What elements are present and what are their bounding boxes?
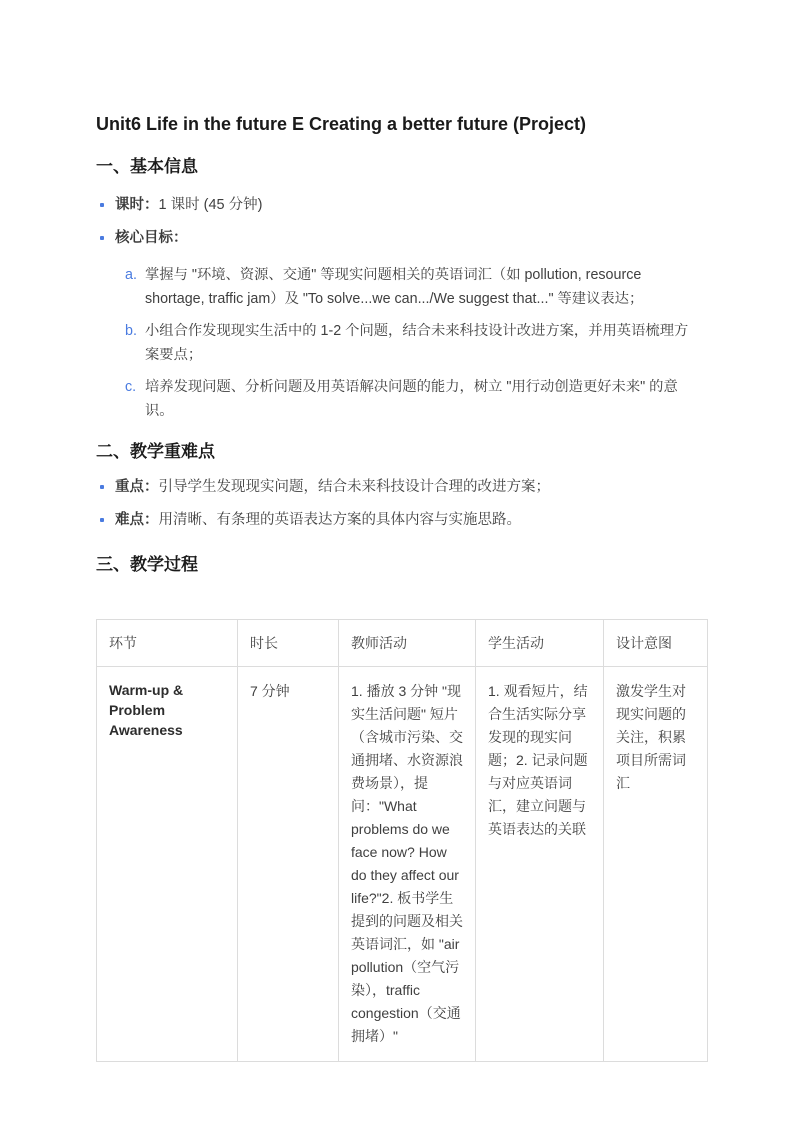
key-focus-label: 重点： bbox=[115, 479, 159, 495]
bullet-icon bbox=[100, 236, 104, 240]
list-item-duration bbox=[96, 197, 698, 213]
bullet-icon bbox=[100, 485, 104, 489]
goal-marker-a: a. bbox=[125, 267, 137, 283]
goal-item-c bbox=[125, 375, 698, 423]
goals-list bbox=[96, 263, 698, 423]
goal-text-a: 掌握与 "环境、资源、交通" 等现实问题相关的英语词汇（如 pollution, resource shortage, traffic jam）及 "To solve...we can.../We suggest that..." 等建议表达； bbox=[145, 267, 644, 307]
duration-label: 课时： bbox=[115, 197, 159, 213]
section-heading-basic-info: 一、基本信息 bbox=[96, 157, 198, 176]
cell-stage: Warm-up & Problem Awareness bbox=[97, 667, 238, 1062]
bullet-icon bbox=[100, 518, 104, 522]
list-item-key-focus bbox=[96, 479, 698, 495]
goal-text-b: 小组合作发现现实生活中的 1-2 个问题，结合未来科技设计改进方案，并用英语梳理方案要点； bbox=[145, 323, 689, 363]
section-heading-key-points: 二、教学重难点 bbox=[96, 442, 215, 461]
col-header-student-activity: 学生活动 bbox=[476, 620, 604, 667]
goal-text-c: 培养发现问题、分析问题及用英语解决问题的能力，树立 "用行动创造更好未来" 的意识。 bbox=[145, 379, 678, 419]
goal-marker-b: b. bbox=[125, 323, 137, 339]
col-header-teacher-activity: 教师活动 bbox=[339, 620, 476, 667]
goal-item-b bbox=[125, 319, 698, 367]
key-difficulty-label: 难点： bbox=[115, 512, 159, 528]
goal-marker-c: c. bbox=[125, 379, 137, 395]
section-heading-process: 三、教学过程 bbox=[96, 555, 198, 574]
col-header-duration: 时长 bbox=[238, 620, 339, 667]
goals-label: 核心目标： bbox=[115, 230, 188, 246]
cell-student-activity: 1. 观看短片，结合生活实际分享发现的现实问题；2. 记录问题与对应英语词汇，建立问题与英语表达的关联 bbox=[476, 667, 604, 1062]
table-row bbox=[97, 667, 708, 1062]
goal-item-a bbox=[125, 263, 698, 311]
cell-duration: 7 分钟 bbox=[238, 667, 339, 1062]
document-title: Unit6 Life in the future E Creating a better future (Project) bbox=[96, 114, 587, 134]
key-points-list bbox=[96, 479, 698, 528]
list-item-key-difficulty bbox=[96, 512, 698, 528]
key-focus-text: 引导学生发现现实问题，结合未来科技设计合理的改进方案； bbox=[158, 479, 550, 495]
list-item-goals bbox=[96, 230, 698, 246]
bullet-icon bbox=[100, 203, 104, 207]
cell-teacher-activity: 1. 播放 3 分钟 "现实生活问题" 短片（含城市污染、交通拥堵、水资源浪费场景），提问："What problems do we face now? How do they affect our life?"2. 板书学生提到的问题及相关英语词汇，如 "air pollution（空气污染），traffic congestion（交通拥堵）" bbox=[339, 667, 476, 1062]
duration-value: 1 课时 (45 分钟) bbox=[158, 197, 263, 213]
col-header-stage: 环节 bbox=[97, 620, 238, 667]
key-difficulty-text: 用清晰、有条理的英语表达方案的具体内容与实施思路。 bbox=[158, 512, 521, 528]
cell-design-intent: 激发学生对现实问题的关注，积累项目所需词汇 bbox=[604, 667, 708, 1062]
table-header-row bbox=[97, 620, 708, 667]
col-header-design-intent: 设计意图 bbox=[604, 620, 708, 667]
teaching-process-table bbox=[96, 619, 708, 1062]
